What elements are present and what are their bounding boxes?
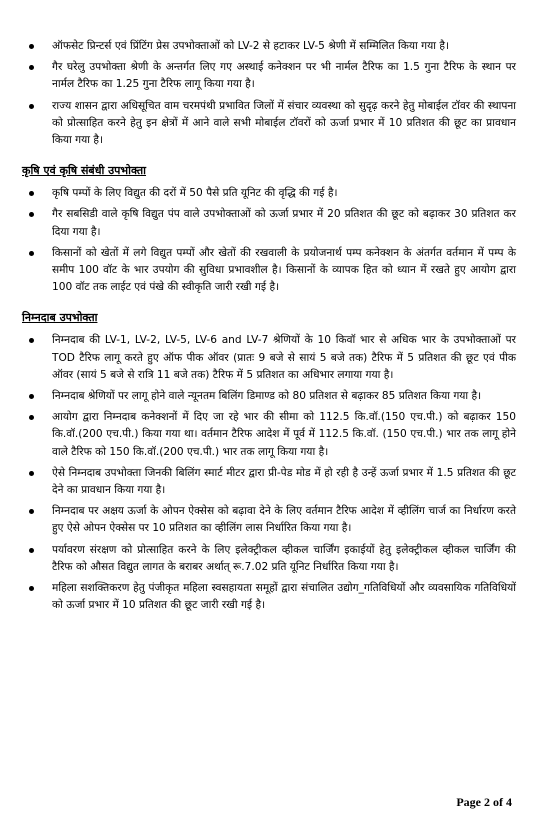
bullet-icon [29, 251, 34, 256]
bullet-icon [29, 212, 34, 217]
list-item-text: ऐसे निम्नदाब उपभोक्ता जिनकी बिलिंग स्मार्ट मीटर द्वारा प्री-पेड मोड में हो रही है उन्हें ऊर्जा प्रभार में 1.5 प्रतिशत की छूट देने का प्रावधान किया गया है। [52, 466, 516, 497]
list-item [22, 206, 516, 240]
list-item-text: कृषि पम्पों के लिए विद्युत की दरों में 50 पैसे प्रति यूनिट की वृद्धि की गई है। [52, 187, 338, 200]
bullet-icon [29, 471, 34, 476]
section-heading-agriculture: कृषि एवं कृषि संबंधी उपभोक्ता [22, 164, 147, 178]
list-item-text: गैर सबसिडी वाले कृषि विद्युत पंप वाले उपभोक्ताओं को ऊर्जा प्रभार में 20 प्रतिशत की छूट को बढ़ाकर 30 प्रतिशत कर दिया गया है। [52, 208, 516, 238]
list-item [22, 580, 516, 614]
list-item-text: गैर घरेलु उपभोक्ता श्रेणी के अन्तर्गत लिए गए अस्थाई कनेक्शन पर भी नार्मल टैरिफ का 1.5 गुना टैरिफ के स्थान पर नार्मल टैरिफ का 1.25 गुना टैरिफ लागू किया गया है। [52, 61, 516, 91]
bullet-icon [29, 394, 34, 399]
bullet-icon [29, 548, 34, 553]
section1-list [22, 38, 516, 149]
list-item [22, 409, 516, 461]
list-item-text: निम्नदाब की LV-1, LV-2, LV-5, LV-6 and LV-7 श्रेणियों के 10 किवॉ भार से अधिक भार के उपभोक्ताओं पर TOD टैरिफ लागू करते हुए ऑफ पीक ऑवर (प्रातः 9 बजे से सायं 5 बजे तक) टैरिफ में 5 प्रतिशत की छूट एवं पीक ऑवर (सायं 5 बजे से रात्रि 11 बजे तक) टैरिफ में 5 प्रतिशत का अधिभार लगाया गया है। [52, 334, 516, 381]
list-item-text: आयोग द्वारा निम्नदाब कनेक्शनों में दिए जा रहे भार की सीमा को 112.5 कि.वॉ.(150 एच.पी.) को बढ़ाकर 150 कि.वॉ.(200 एच.पी.) किया गया था। वर्तमान टैरिफ आदेश में पूर्व में 112.5 कि.वॉ. (150 एच.पी.) भार तक लागू होने वाले टैरिफ को 150 कि.वॉ.(200 एच.पी.) भार तक लागू किया गया है। [52, 411, 516, 458]
list-item-text: किसानों को खेतों में लगे विद्युत पम्पों और खेतों की रखवाली के प्रयोजनार्थ पम्प कनेक्शन के अंतर्गत वर्तमान में पम्प के समीप 100 वॉट के भार उपयोग की सुविधा प्रभावशील है। किसानों के व्यापक हित को ध्यान में रखते हुए आयोग द्वारा 100 वॉट तक लाईट एवं पंखे की स्वीकृति जारी रखी गई है। [52, 246, 516, 294]
bullet-icon [29, 65, 34, 70]
section-heading-low-tension: निम्नदाब उपभोक्ता [22, 311, 98, 325]
list-item-text: ऑफसेट प्रिन्टर्स एवं प्रिंटिंग प्रेस उपभोक्ताओं को LV-2 से हटाकर LV-5 श्रेणी में सम्मिलित किया गया है। [52, 40, 449, 52]
list-item [22, 332, 516, 384]
bullet-icon [29, 44, 34, 49]
bullet-icon [29, 104, 34, 109]
page-number: Page 2 of 4 [456, 795, 512, 809]
section3-list [22, 332, 516, 614]
list-item-text: पर्यावरण संरक्षण को प्रोत्साहित करने के लिए इलेक्ट्रीकल व्हीकल चार्जिंग इकाईयों हेतु इलेक्ट्रीकल व्हीकल चार्जिंग की टैरिफ को औसत विद्युत लागत के बराबर अर्थात् रू.7.02 प्रति यूनिट निर्धारित किया गया है। [52, 543, 516, 573]
list-item [22, 245, 516, 297]
list-item [22, 38, 516, 55]
document-body [22, 38, 516, 618]
list-item [22, 59, 516, 93]
list-item-text: निम्नदाब पर अक्षय ऊर्जा के ओपन ऐक्सेस को बढ़ावा देने के लिए वर्तमान टैरिफ आदेश में व्हीलिंग चार्ज का निर्धारण करते हुए ऐसे ओपन ऐक्सेस पर 10 प्रतिशत का व्हीलिंग लास निर्धारित किया गया है। [52, 505, 516, 535]
list-item [22, 465, 516, 499]
list-item [22, 98, 516, 150]
bullet-icon [29, 415, 34, 420]
list-item-text: महिला सशक्तिकरण हेतु पंजीकृत महिला स्वसहायता समूहों द्वारा संचालित उद्योग_गतिविधियों और व्यवसायिक गतिविधियों को ऊर्जा प्रभार में 10 प्रतिशत की छूट जारी रखी गई है। [52, 582, 516, 612]
list-item [22, 185, 516, 202]
bullet-icon [29, 191, 34, 196]
bullet-icon [29, 509, 34, 514]
list-item [22, 503, 516, 537]
list-item [22, 388, 516, 405]
list-item [22, 542, 516, 576]
bullet-icon [29, 338, 34, 343]
bullet-icon [29, 586, 34, 591]
section2-list [22, 185, 516, 296]
list-item-text: राज्य शासन द्वारा अधिसूचित वाम चरमपंथी प्रभावित जिलों में संचार व्यवस्था को सुदृढ़ करने हेतु मोबाईल टॉवर की स्थापना को प्रोत्साहित करने हेतु इन क्षेत्रों में आने वाले सभी मोबाईल टॉवरों को ऊर्जा प्रभार में 10 प्रतिशत की छूट का प्रावधान किया गया है। [52, 99, 516, 147]
list-item-text: निम्नदाब श्रेणियों पर लागू होने वाले न्यूनतम बिलिंग डिमाण्ड को 80 प्रतिशत से बढ़ाकर 85 प्रतिशत किया गया है। [52, 390, 482, 403]
